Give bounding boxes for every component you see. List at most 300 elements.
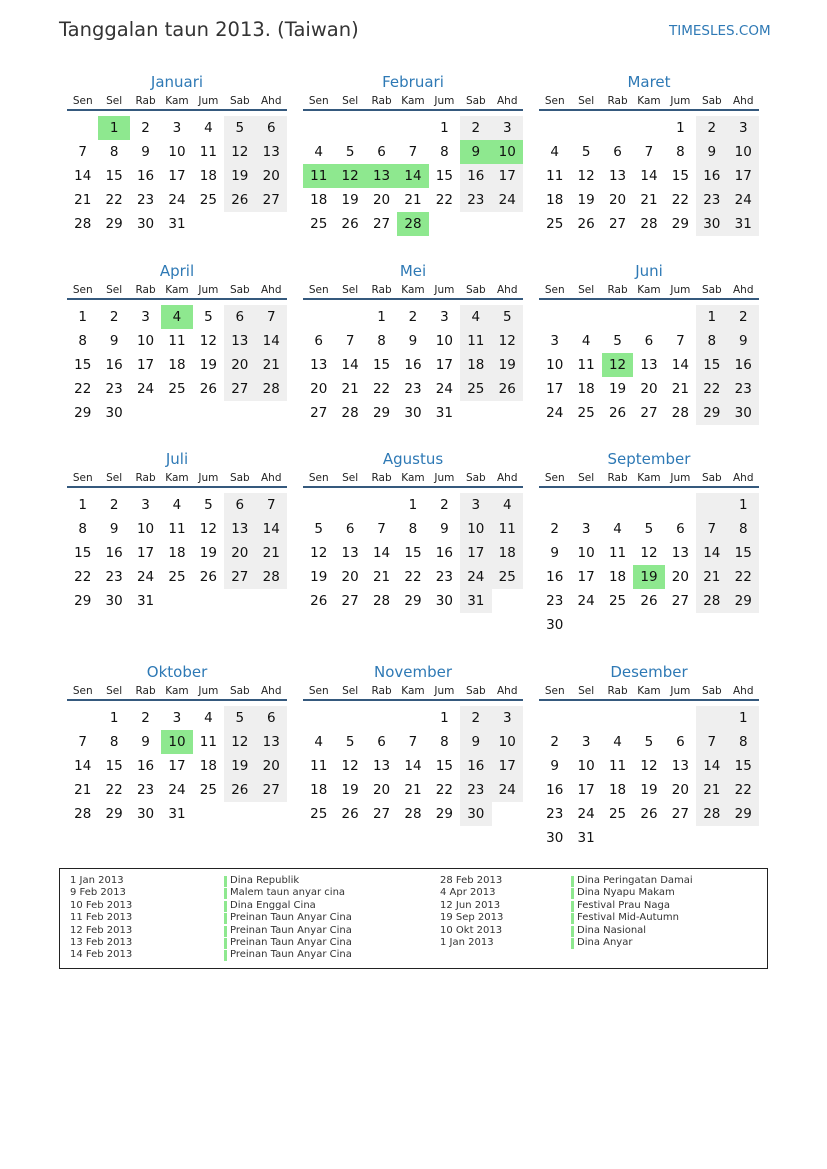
legend-holiday-name: Malem taun anyar cina [224, 887, 352, 899]
empty-day-cell [539, 305, 570, 329]
day-cell: 30 [105, 593, 123, 609]
weekday-label: Ahd [496, 685, 518, 697]
day-cell: 22 [728, 778, 759, 802]
day-cell: 4 [204, 120, 213, 136]
day-cell: 21 [404, 192, 422, 208]
day-cell: 12 [199, 333, 217, 349]
day-cell: 24 [492, 778, 523, 802]
day-cell: 7 [345, 333, 355, 349]
day-cell: 24 [460, 565, 491, 589]
month-juni [539, 261, 759, 425]
day-cell: 11 [460, 329, 491, 353]
day-cell: 8 [696, 329, 727, 353]
legend-holiday-name: Preinan Taun Anyar Cina [224, 925, 352, 937]
day-cell: 13 [608, 168, 627, 184]
legend-date: 1 Jan 2013 [70, 875, 124, 886]
day-cell: 28 [696, 589, 727, 613]
month-juli [67, 449, 287, 613]
empty-day-cell [633, 706, 664, 730]
day-cell: 23 [546, 593, 564, 609]
day-cell: 28 [696, 802, 727, 826]
day-cell: 24 [168, 782, 186, 798]
day-cell: 20 [671, 782, 689, 798]
day-cell: 19 [608, 381, 627, 397]
legend-holiday-name: Dina Anyar [571, 937, 693, 949]
empty-day-cell [161, 401, 192, 425]
day-cell: 2 [696, 116, 727, 140]
day-cell: 28 [74, 806, 92, 822]
day-cell: 28 [671, 405, 689, 421]
day-cell: 30 [404, 405, 422, 421]
legend-holiday-name: Dina Nyapu Makam [571, 887, 693, 899]
day-cell: 26 [199, 569, 217, 585]
day-cell: 5 [204, 497, 213, 513]
day-cell: 24 [577, 806, 595, 822]
day-cell: 4 [613, 521, 622, 537]
day-cell: 29 [728, 802, 759, 826]
day-grid [67, 493, 287, 613]
day-cell: 7 [408, 734, 418, 750]
day-cell: 30 [435, 593, 453, 609]
day-cell: 11 [546, 168, 564, 184]
empty-day-cell [460, 401, 491, 425]
month-name: Juni [635, 262, 663, 280]
day-cell: 23 [136, 192, 155, 208]
day-cell: 16 [136, 168, 155, 184]
legend-holiday-name: Dina Peringatan Damai [571, 875, 693, 887]
day-cell: 16 [546, 782, 564, 798]
day-cell: 4 [550, 144, 559, 160]
day-cell: 13 [640, 357, 658, 373]
month-name: Juli [165, 450, 189, 468]
day-cell: 13 [671, 545, 689, 561]
weekday-header [67, 685, 287, 701]
day-cell: 3 [141, 309, 150, 325]
weekday-label: Sel [578, 685, 595, 697]
legend-date: 28 Feb 2013 [440, 875, 503, 886]
weekday-label: Ahd [260, 284, 282, 296]
day-cell: 15 [671, 168, 689, 184]
day-cell: 15 [728, 541, 759, 565]
day-cell: 27 [256, 188, 287, 212]
empty-day-cell [303, 493, 334, 517]
month-maret [539, 72, 759, 236]
weekday-label: Rab [371, 472, 392, 484]
weekday-header [539, 284, 759, 300]
empty-day-cell [570, 305, 601, 329]
day-cell: 26 [577, 216, 595, 232]
day-cell: 18 [199, 758, 217, 774]
day-cell: 20 [608, 192, 627, 208]
holiday-day-cell: 28 [397, 212, 428, 236]
day-cell: 25 [310, 216, 328, 232]
day-cell: 14 [696, 541, 727, 565]
day-cell: 26 [608, 405, 627, 421]
weekday-label: Sab [701, 284, 722, 296]
day-cell: 8 [78, 521, 87, 537]
day-cell: 9 [440, 521, 449, 537]
weekday-header [67, 284, 287, 300]
day-cell: 1 [728, 493, 759, 517]
day-cell: 18 [310, 192, 328, 208]
day-cell: 4 [581, 333, 591, 349]
weekday-label: Ahd [732, 284, 754, 296]
day-cell: 17 [728, 164, 759, 188]
weekday-label: Jum [198, 95, 219, 107]
day-cell: 11 [168, 333, 186, 349]
day-cell: 8 [676, 144, 685, 160]
weekday-label: Sab [465, 685, 486, 697]
legend-date: 9 Feb 2013 [70, 887, 126, 899]
day-cell: 4 [613, 734, 622, 750]
month-name: Oktober [146, 663, 208, 681]
empty-day-cell [665, 305, 696, 329]
weekday-label: Sen [544, 472, 565, 484]
day-cell: 22 [435, 782, 453, 798]
day-cell: 6 [676, 734, 685, 750]
day-cell: 20 [224, 541, 255, 565]
empty-day-cell [303, 706, 334, 730]
day-cell: 21 [74, 192, 92, 208]
day-cell: 26 [640, 806, 658, 822]
weekday-label: Jum [670, 685, 691, 697]
empty-day-cell [366, 706, 397, 730]
empty-day-cell [67, 706, 98, 730]
day-cell: 14 [640, 168, 658, 184]
month-name: Agustus [382, 450, 444, 468]
day-cell: 5 [224, 706, 255, 730]
weekday-header [67, 472, 287, 488]
day-cell: 17 [577, 569, 595, 585]
day-cell: 2 [550, 734, 559, 750]
day-cell: 15 [435, 758, 453, 774]
day-cell: 16 [546, 569, 564, 585]
day-cell: 29 [74, 405, 92, 421]
day-cell: 14 [671, 357, 689, 373]
day-cell: 19 [492, 353, 523, 377]
weekday-label: Sen [308, 95, 329, 107]
day-cell: 11 [492, 517, 523, 541]
day-cell: 2 [440, 497, 449, 513]
weekday-label: Jum [434, 472, 455, 484]
day-cell: 18 [608, 782, 627, 798]
weekday-label: Kam [401, 472, 425, 484]
legend-right-names [571, 875, 693, 949]
day-cell: 3 [460, 493, 491, 517]
legend-holiday-name: Preinan Taun Anyar Cina [224, 949, 352, 961]
day-cell: 9 [550, 758, 559, 774]
day-cell: 5 [581, 144, 591, 160]
day-cell: 3 [172, 120, 182, 136]
legend-right-dates [440, 875, 503, 949]
day-cell: 20 [640, 381, 658, 397]
day-cell: 10 [546, 357, 564, 373]
day-cell: 1 [676, 120, 685, 136]
day-cell: 8 [109, 734, 119, 750]
day-cell: 21 [74, 782, 92, 798]
empty-day-cell [224, 401, 255, 425]
day-cell: 9 [550, 545, 559, 561]
empty-day-cell [570, 116, 601, 140]
day-cell: 19 [199, 545, 217, 561]
weekday-label: Rab [607, 95, 628, 107]
weekday-label: Rab [135, 284, 156, 296]
day-grid [539, 706, 759, 850]
day-cell: 22 [728, 565, 759, 589]
day-cell: 3 [141, 497, 150, 513]
empty-day-cell [303, 305, 334, 329]
day-cell: 1 [377, 309, 386, 325]
day-cell: 27 [372, 806, 391, 822]
day-cell: 16 [105, 545, 123, 561]
day-cell: 20 [372, 782, 391, 798]
empty-day-cell [570, 613, 601, 637]
day-cell: 28 [404, 806, 422, 822]
legend-date: 12 Jun 2013 [440, 899, 501, 911]
weekday-label: Jum [434, 95, 455, 107]
weekday-label: Rab [135, 472, 156, 484]
legend-date: 11 Feb 2013 [70, 912, 133, 924]
day-cell: 12 [640, 545, 658, 561]
day-cell: 10 [577, 545, 595, 561]
weekday-label: Sab [229, 685, 250, 697]
day-cell: 10 [492, 730, 523, 754]
day-cell: 30 [546, 830, 564, 846]
day-cell: 17 [168, 168, 186, 184]
day-grid [539, 305, 759, 425]
day-cell: 9 [728, 329, 759, 353]
day-cell: 6 [256, 116, 287, 140]
day-cell: 26 [640, 593, 658, 609]
day-cell: 13 [256, 140, 287, 164]
day-cell: 22 [74, 381, 92, 397]
weekday-label: Jum [198, 472, 219, 484]
weekday-label: Jum [434, 685, 455, 697]
day-cell: 13 [341, 545, 359, 561]
day-cell: 10 [728, 140, 759, 164]
day-cell: 2 [728, 305, 759, 329]
day-cell: 3 [172, 710, 182, 726]
legend-holiday-name: Dina Enggal Cina [224, 900, 352, 912]
empty-day-cell [602, 826, 633, 850]
day-cell: 28 [640, 216, 658, 232]
day-cell: 28 [372, 593, 391, 609]
day-cell: 22 [105, 782, 123, 798]
day-cell: 29 [74, 593, 92, 609]
day-cell: 1 [78, 497, 87, 513]
day-cell: 16 [460, 164, 491, 188]
day-cell: 27 [256, 778, 287, 802]
day-cell: 8 [377, 333, 386, 349]
empty-day-cell [728, 826, 759, 850]
legend-date: 14 Feb 2013 [70, 949, 133, 961]
day-cell: 30 [696, 212, 727, 236]
weekday-label: Jum [670, 472, 691, 484]
day-cell: 14 [256, 329, 287, 353]
day-cell: 18 [608, 569, 627, 585]
day-cell: 11 [608, 545, 627, 561]
day-cell: 21 [256, 541, 287, 565]
day-grid [67, 116, 287, 236]
day-cell: 17 [577, 782, 595, 798]
empty-day-cell [633, 826, 664, 850]
legend-left-dates [70, 875, 132, 962]
weekday-header [303, 284, 523, 300]
empty-day-cell [492, 589, 523, 613]
day-cell: 20 [671, 569, 689, 585]
weekday-label: Ahd [260, 472, 282, 484]
day-cell: 23 [404, 381, 422, 397]
day-cell: 6 [256, 706, 287, 730]
day-cell: 7 [408, 144, 418, 160]
day-cell: 29 [105, 806, 123, 822]
weekday-label: Sab [701, 472, 722, 484]
weekday-label: Kam [637, 95, 661, 107]
day-cell: 19 [310, 569, 328, 585]
weekday-label: Sab [465, 284, 486, 296]
empty-day-cell [665, 493, 696, 517]
empty-day-cell [366, 493, 397, 517]
day-cell: 3 [728, 116, 759, 140]
day-cell: 13 [256, 730, 287, 754]
day-cell: 25 [460, 377, 491, 401]
day-cell: 15 [728, 754, 759, 778]
month-name: Mei [399, 262, 427, 280]
day-cell: 17 [168, 758, 186, 774]
weekday-label: Jum [670, 284, 691, 296]
day-cell: 5 [314, 521, 323, 537]
day-grid [303, 493, 523, 613]
empty-day-cell [602, 305, 633, 329]
weekday-label: Sen [544, 95, 565, 107]
empty-day-cell [460, 212, 491, 236]
weekday-label: Ahd [260, 95, 282, 107]
day-cell: 16 [460, 754, 491, 778]
holiday-day-cell: 4 [161, 305, 192, 329]
day-cell: 10 [460, 517, 491, 541]
weekday-label: Sab [465, 95, 486, 107]
day-cell: 6 [377, 734, 386, 750]
day-cell: 19 [199, 357, 217, 373]
weekday-label: Sen [544, 685, 565, 697]
day-cell: 17 [460, 541, 491, 565]
day-cell: 26 [224, 188, 255, 212]
day-cell: 3 [492, 116, 523, 140]
weekday-label: Sel [578, 284, 595, 296]
day-cell: 2 [550, 521, 559, 537]
day-cell: 27 [372, 216, 391, 232]
empty-day-cell [633, 613, 664, 637]
weekday-label: Rab [371, 95, 392, 107]
day-cell: 8 [728, 730, 759, 754]
day-cell: 17 [136, 545, 155, 561]
empty-day-cell [193, 212, 224, 236]
day-cell: 8 [440, 144, 449, 160]
day-cell: 23 [460, 778, 491, 802]
day-cell: 21 [372, 569, 391, 585]
day-cell: 7 [78, 144, 87, 160]
weekday-label: Sen [72, 472, 93, 484]
empty-day-cell [696, 706, 727, 730]
empty-day-cell [696, 493, 727, 517]
day-cell: 22 [74, 569, 92, 585]
empty-day-cell [602, 706, 633, 730]
site-brand-link[interactable]: TIMESLES.COM [669, 23, 771, 39]
weekday-label: Rab [135, 95, 156, 107]
day-cell: 18 [310, 782, 328, 798]
empty-day-cell [67, 116, 98, 140]
day-cell: 20 [224, 353, 255, 377]
weekday-label: Sab [229, 284, 250, 296]
weekday-label: Sen [308, 685, 329, 697]
legend-holiday-name: Preinan Taun Anyar Cina [224, 912, 352, 924]
day-cell: 21 [696, 565, 727, 589]
weekday-label: Kam [165, 95, 189, 107]
empty-day-cell [130, 401, 161, 425]
day-cell: 12 [492, 329, 523, 353]
legend-left-names [224, 875, 352, 962]
month-januari [67, 72, 287, 236]
day-cell: 3 [550, 333, 559, 349]
day-cell: 27 [608, 216, 627, 232]
day-cell: 22 [105, 192, 123, 208]
weekday-header [303, 472, 523, 488]
holiday-legend [59, 868, 768, 969]
empty-day-cell [193, 401, 224, 425]
day-cell: 17 [136, 357, 155, 373]
day-cell: 4 [314, 734, 323, 750]
weekday-label: Sel [342, 284, 359, 296]
weekday-label: Sen [72, 685, 93, 697]
day-cell: 14 [74, 168, 92, 184]
day-cell: 26 [341, 216, 359, 232]
empty-day-cell [602, 493, 633, 517]
day-cell: 7 [644, 144, 654, 160]
day-cell: 11 [168, 521, 186, 537]
empty-day-cell [570, 493, 601, 517]
day-cell: 15 [372, 357, 391, 373]
empty-day-cell [256, 212, 287, 236]
empty-day-cell [193, 589, 224, 613]
weekday-label: Kam [637, 472, 661, 484]
day-cell: 11 [199, 144, 217, 160]
holiday-day-cell: 14 [397, 164, 428, 188]
day-cell: 18 [460, 353, 491, 377]
day-cell: 10 [168, 144, 186, 160]
day-cell: 21 [671, 381, 689, 397]
weekday-label: Sen [72, 284, 93, 296]
day-cell: 5 [345, 734, 355, 750]
weekday-label: Sab [465, 472, 486, 484]
day-cell: 7 [696, 730, 727, 754]
weekday-label: Sel [106, 685, 123, 697]
weekday-label: Rab [371, 284, 392, 296]
day-cell: 4 [314, 144, 323, 160]
day-cell: 27 [671, 593, 689, 609]
weekday-label: Sab [701, 685, 722, 697]
day-cell: 9 [141, 144, 150, 160]
day-cell: 1 [728, 706, 759, 730]
day-cell: 26 [224, 778, 255, 802]
day-cell: 3 [581, 521, 591, 537]
day-cell: 23 [105, 381, 123, 397]
day-cell: 30 [136, 806, 155, 822]
weekday-label: Jum [670, 95, 691, 107]
holiday-day-cell: 10 [161, 730, 192, 754]
day-cell: 25 [608, 806, 627, 822]
day-cell: 21 [404, 782, 422, 798]
month-name: April [159, 262, 195, 280]
